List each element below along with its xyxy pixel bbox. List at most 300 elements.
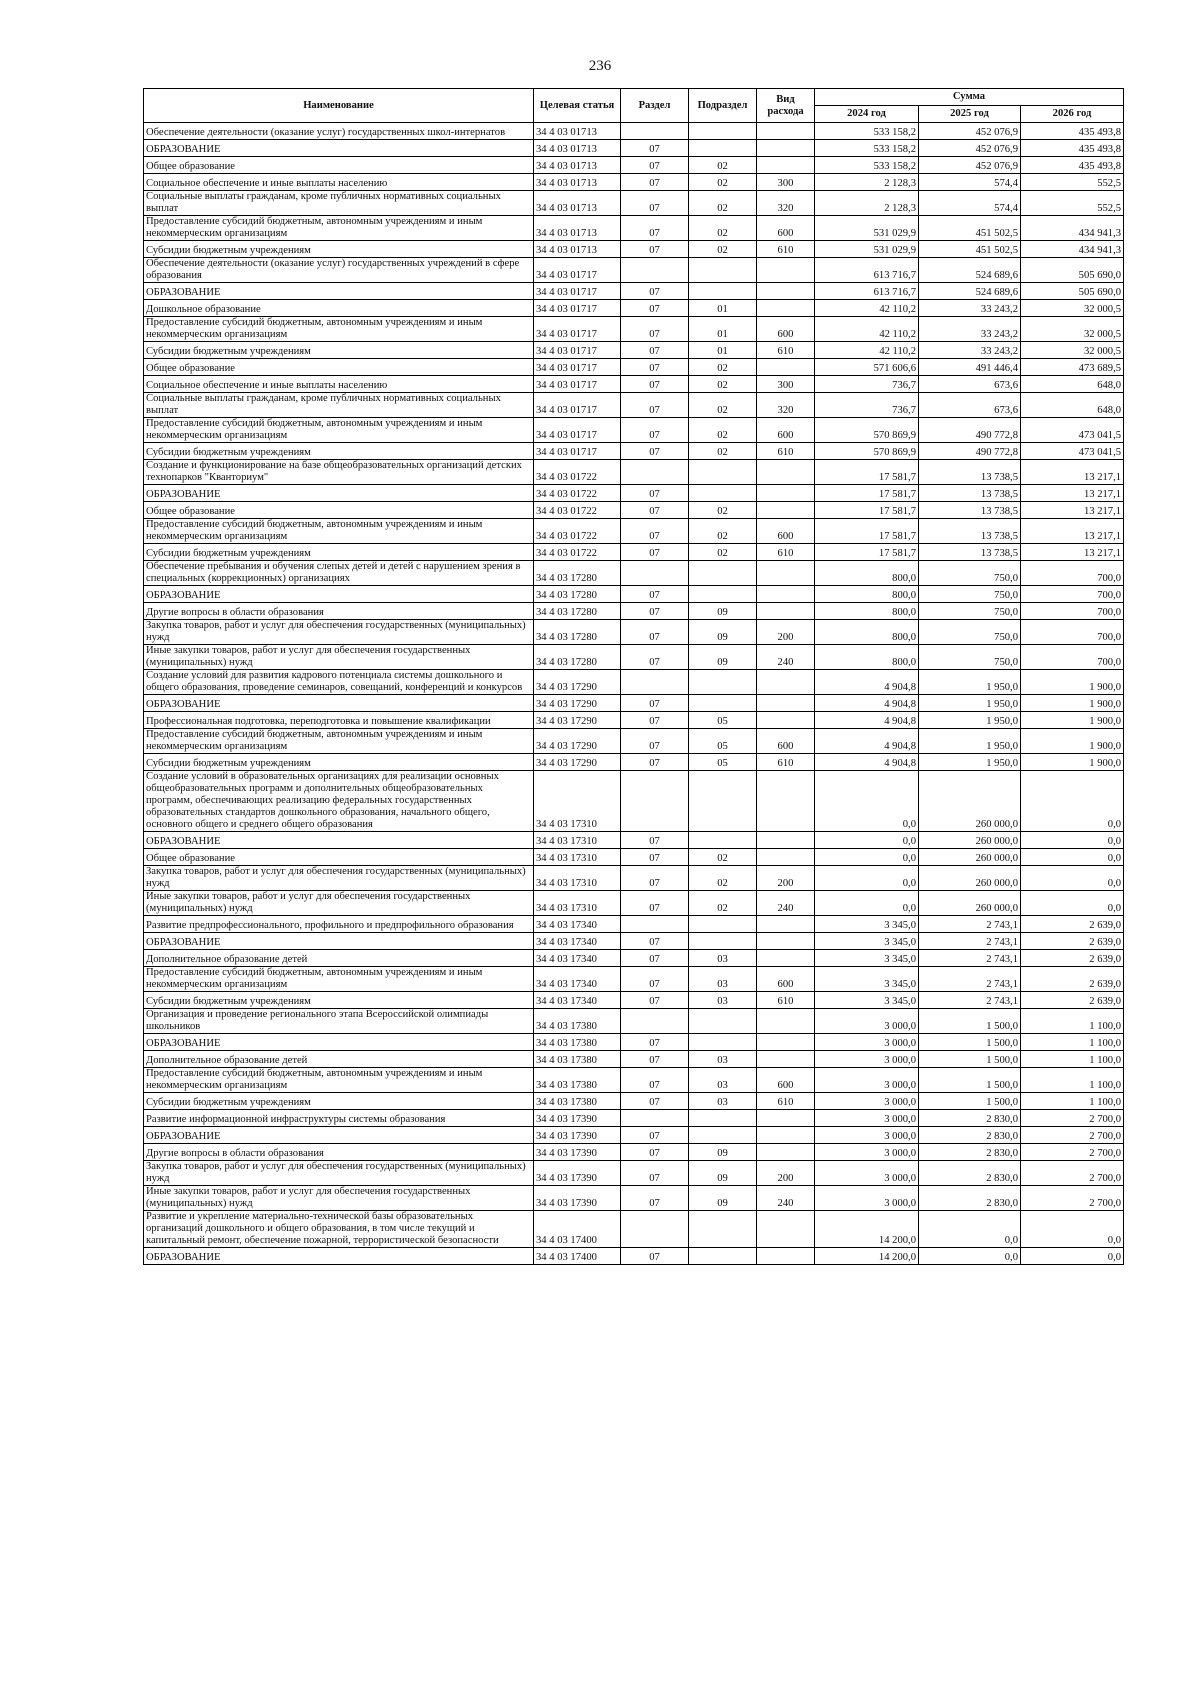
table-row: [144, 950, 1124, 967]
cell-expense-type: 600: [757, 967, 815, 992]
cell-subsection: 02: [689, 174, 757, 191]
cell-target: 34 4 03 17310: [534, 771, 621, 832]
cell-subsection: 09: [689, 1144, 757, 1161]
cell-section: 07: [621, 140, 689, 157]
cell-sum-2025: 574,4: [919, 174, 1021, 191]
cell-subsection: 02: [689, 519, 757, 544]
cell-sum-2026: 473 041,5: [1021, 443, 1124, 460]
cell-section: [621, 771, 689, 832]
cell-subsection: [689, 1110, 757, 1127]
cell-sum-2024: 17 581,7: [815, 519, 919, 544]
cell-sum-2025: 33 243,2: [919, 300, 1021, 317]
cell-name: Предоставление субсидий бюджетным, автономным учреждениям и иным некоммерческим организациям: [144, 967, 534, 992]
cell-sum-2024: 800,0: [815, 620, 919, 645]
cell-sum-2026: 1 900,0: [1021, 712, 1124, 729]
cell-expense-type: [757, 157, 815, 174]
table-row: [144, 1110, 1124, 1127]
cell-expense-type: 610: [757, 1093, 815, 1110]
table-row: [144, 485, 1124, 502]
cell-sum-2025: 673,6: [919, 393, 1021, 418]
cell-name: ОБРАЗОВАНИЕ: [144, 485, 534, 502]
cell-target: 34 4 03 01713: [534, 241, 621, 258]
cell-section: 07: [621, 283, 689, 300]
cell-name: Иные закупки товаров, работ и услуг для обеспечения государственных (муниципальных) нужд: [144, 891, 534, 916]
cell-target: 34 4 03 01717: [534, 258, 621, 283]
cell-name: Обеспечение деятельности (оказание услуг) государственных учреждений в сфере образования: [144, 258, 534, 283]
header-expense-type: Вид расхода: [757, 89, 815, 123]
cell-section: 07: [621, 712, 689, 729]
cell-name: ОБРАЗОВАНИЕ: [144, 586, 534, 603]
header-row-1: [144, 89, 1124, 106]
cell-expense-type: [757, 916, 815, 933]
cell-sum-2024: 736,7: [815, 393, 919, 418]
cell-sum-2026: 2 639,0: [1021, 950, 1124, 967]
table-row: [144, 712, 1124, 729]
cell-sum-2024: 2 128,3: [815, 191, 919, 216]
cell-sum-2025: 451 502,5: [919, 241, 1021, 258]
cell-sum-2024: 0,0: [815, 832, 919, 849]
cell-name: Закупка товаров, работ и услуг для обеспечения государственных (муниципальных) нужд: [144, 1161, 534, 1186]
cell-expense-type: [757, 603, 815, 620]
cell-section: [621, 123, 689, 140]
cell-name: Дошкольное образование: [144, 300, 534, 317]
cell-target: 34 4 03 01722: [534, 519, 621, 544]
cell-sum-2026: 434 941,3: [1021, 216, 1124, 241]
cell-sum-2026: 435 493,8: [1021, 123, 1124, 140]
table-row: [144, 645, 1124, 670]
cell-section: [621, 1211, 689, 1248]
cell-target: 34 4 03 01713: [534, 216, 621, 241]
table-row: [144, 123, 1124, 140]
cell-subsection: 02: [689, 502, 757, 519]
cell-expense-type: 600: [757, 216, 815, 241]
cell-target: 34 4 03 17280: [534, 645, 621, 670]
cell-subsection: 03: [689, 992, 757, 1009]
cell-sum-2026: 1 100,0: [1021, 1009, 1124, 1034]
cell-target: 34 4 03 17340: [534, 967, 621, 992]
cell-sum-2025: 451 502,5: [919, 216, 1021, 241]
table-row: [144, 695, 1124, 712]
cell-expense-type: [757, 359, 815, 376]
cell-expense-type: [757, 1248, 815, 1265]
cell-section: 07: [621, 832, 689, 849]
cell-name: Обеспечение деятельности (оказание услуг) государственных школ-интернатов: [144, 123, 534, 140]
cell-sum-2026: 1 900,0: [1021, 754, 1124, 771]
table-row: [144, 1127, 1124, 1144]
cell-sum-2024: 0,0: [815, 866, 919, 891]
cell-target: 34 4 03 17380: [534, 1068, 621, 1093]
cell-sum-2025: 750,0: [919, 586, 1021, 603]
cell-sum-2024: 2 128,3: [815, 174, 919, 191]
cell-section: 07: [621, 645, 689, 670]
cell-sum-2026: 13 217,1: [1021, 485, 1124, 502]
cell-target: 34 4 03 17310: [534, 891, 621, 916]
cell-name: Субсидии бюджетным учреждениям: [144, 342, 534, 359]
cell-sum-2026: 2 700,0: [1021, 1144, 1124, 1161]
table-row: [144, 1248, 1124, 1265]
cell-target: 34 4 03 01722: [534, 544, 621, 561]
table-row: [144, 916, 1124, 933]
cell-subsection: 03: [689, 1051, 757, 1068]
cell-sum-2026: 700,0: [1021, 620, 1124, 645]
cell-sum-2025: 1 500,0: [919, 1093, 1021, 1110]
header-name: Наименование: [144, 89, 534, 123]
cell-name: ОБРАЗОВАНИЕ: [144, 283, 534, 300]
cell-sum-2026: 1 900,0: [1021, 695, 1124, 712]
cell-expense-type: 240: [757, 1186, 815, 1211]
table-row: [144, 603, 1124, 620]
cell-name: Общее образование: [144, 502, 534, 519]
cell-sum-2025: 260 000,0: [919, 891, 1021, 916]
cell-section: 07: [621, 967, 689, 992]
table-row: [144, 586, 1124, 603]
cell-expense-type: 610: [757, 241, 815, 258]
cell-sum-2024: 3 000,0: [815, 1034, 919, 1051]
cell-subsection: 05: [689, 712, 757, 729]
cell-subsection: 03: [689, 1068, 757, 1093]
cell-sum-2026: 0,0: [1021, 771, 1124, 832]
cell-sum-2025: 260 000,0: [919, 771, 1021, 832]
cell-target: 34 4 03 17290: [534, 670, 621, 695]
cell-expense-type: [757, 670, 815, 695]
cell-expense-type: [757, 258, 815, 283]
cell-sum-2025: 1 950,0: [919, 754, 1021, 771]
cell-sum-2024: 17 581,7: [815, 544, 919, 561]
table-row: [144, 967, 1124, 992]
cell-name: ОБРАЗОВАНИЕ: [144, 695, 534, 712]
cell-expense-type: 200: [757, 866, 815, 891]
cell-sum-2024: 14 200,0: [815, 1248, 919, 1265]
cell-target: 34 4 03 17390: [534, 1127, 621, 1144]
cell-section: 07: [621, 1068, 689, 1093]
cell-sum-2025: 673,6: [919, 376, 1021, 393]
cell-target: 34 4 03 01717: [534, 418, 621, 443]
cell-subsection: [689, 832, 757, 849]
cell-section: 07: [621, 1248, 689, 1265]
cell-expense-type: [757, 1127, 815, 1144]
cell-target: 34 4 03 17290: [534, 729, 621, 754]
table-row: [144, 342, 1124, 359]
cell-target: 34 4 03 17390: [534, 1186, 621, 1211]
cell-sum-2024: 42 110,2: [815, 317, 919, 342]
cell-name: Субсидии бюджетным учреждениям: [144, 992, 534, 1009]
cell-sum-2026: 505 690,0: [1021, 258, 1124, 283]
cell-expense-type: [757, 771, 815, 832]
cell-subsection: 02: [689, 359, 757, 376]
cell-target: 34 4 03 17400: [534, 1248, 621, 1265]
cell-name: Создание и функционирование на базе общеобразовательных организаций детских технопарков "Кванториум": [144, 460, 534, 485]
cell-section: 07: [621, 992, 689, 1009]
cell-sum-2025: 0,0: [919, 1211, 1021, 1248]
cell-sum-2026: 435 493,8: [1021, 157, 1124, 174]
cell-name: Закупка товаров, работ и услуг для обеспечения государственных (муниципальных) нужд: [144, 620, 534, 645]
cell-subsection: 01: [689, 317, 757, 342]
cell-expense-type: 600: [757, 729, 815, 754]
cell-expense-type: [757, 502, 815, 519]
cell-expense-type: [757, 933, 815, 950]
cell-section: [621, 561, 689, 586]
cell-expense-type: [757, 300, 815, 317]
cell-target: 34 4 03 01722: [534, 485, 621, 502]
cell-expense-type: [757, 1144, 815, 1161]
cell-name: Создание условий для развития кадрового потенциала системы дошкольного и общего образования, проведение семинаров, совещаний, конференций и конкурсов: [144, 670, 534, 695]
cell-sum-2026: 700,0: [1021, 603, 1124, 620]
cell-subsection: 02: [689, 216, 757, 241]
cell-sum-2025: 1 950,0: [919, 729, 1021, 754]
cell-subsection: [689, 1127, 757, 1144]
cell-section: 07: [621, 191, 689, 216]
cell-subsection: 03: [689, 967, 757, 992]
cell-expense-type: [757, 1034, 815, 1051]
cell-target: 34 4 03 17280: [534, 603, 621, 620]
cell-sum-2025: 1 950,0: [919, 695, 1021, 712]
cell-name: Социальное обеспечение и иные выплаты населению: [144, 376, 534, 393]
table-row: [144, 866, 1124, 891]
cell-sum-2024: 3 000,0: [815, 1009, 919, 1034]
header-year-2025: 2025 год: [919, 106, 1021, 123]
cell-sum-2026: 2 700,0: [1021, 1110, 1124, 1127]
cell-name: Субсидии бюджетным учреждениям: [144, 1093, 534, 1110]
cell-section: [621, 670, 689, 695]
cell-section: 07: [621, 157, 689, 174]
cell-sum-2024: 0,0: [815, 771, 919, 832]
cell-sum-2024: 3 000,0: [815, 1186, 919, 1211]
cell-sum-2024: 4 904,8: [815, 729, 919, 754]
cell-sum-2025: 2 743,1: [919, 950, 1021, 967]
cell-target: 34 4 03 17310: [534, 849, 621, 866]
cell-target: 34 4 03 01717: [534, 376, 621, 393]
header-section: Раздел: [621, 89, 689, 123]
cell-section: 07: [621, 1186, 689, 1211]
cell-name: Предоставление субсидий бюджетным, автономным учреждениям и иным некоммерческим организациям: [144, 1068, 534, 1093]
cell-sum-2025: 260 000,0: [919, 832, 1021, 849]
cell-sum-2024: 42 110,2: [815, 342, 919, 359]
cell-sum-2025: 13 738,5: [919, 544, 1021, 561]
cell-expense-type: [757, 140, 815, 157]
table-row: [144, 418, 1124, 443]
cell-sum-2024: 17 581,7: [815, 485, 919, 502]
table-row: [144, 502, 1124, 519]
cell-expense-type: 240: [757, 891, 815, 916]
cell-sum-2025: 2 743,1: [919, 992, 1021, 1009]
cell-sum-2024: 531 029,9: [815, 216, 919, 241]
cell-subsection: [689, 460, 757, 485]
table-row: [144, 729, 1124, 754]
cell-sum-2025: 1 500,0: [919, 1051, 1021, 1068]
table-row: [144, 832, 1124, 849]
cell-name: Развитие и укрепление материально-технической базы образовательных организаций дошкольного и общего образования, в том числе текущий и капитальный ремонт, обеспечение пожарной, террористической безопасности: [144, 1211, 534, 1248]
cell-sum-2024: 533 158,2: [815, 123, 919, 140]
cell-sum-2026: 552,5: [1021, 174, 1124, 191]
cell-target: 34 4 03 01713: [534, 157, 621, 174]
cell-expense-type: 300: [757, 174, 815, 191]
cell-sum-2025: 2 743,1: [919, 967, 1021, 992]
header-year-2024: 2024 год: [815, 106, 919, 123]
cell-subsection: 02: [689, 418, 757, 443]
cell-sum-2026: 648,0: [1021, 376, 1124, 393]
cell-section: 07: [621, 620, 689, 645]
cell-target: 34 4 03 01713: [534, 191, 621, 216]
cell-sum-2024: 570 869,9: [815, 443, 919, 460]
cell-sum-2025: 33 243,2: [919, 317, 1021, 342]
cell-expense-type: [757, 832, 815, 849]
cell-sum-2025: 0,0: [919, 1248, 1021, 1265]
cell-sum-2024: 736,7: [815, 376, 919, 393]
cell-expense-type: 600: [757, 1068, 815, 1093]
cell-sum-2025: 452 076,9: [919, 140, 1021, 157]
table-row: [144, 891, 1124, 916]
cell-expense-type: [757, 712, 815, 729]
cell-sum-2024: 0,0: [815, 891, 919, 916]
cell-expense-type: 610: [757, 443, 815, 460]
cell-section: 07: [621, 1051, 689, 1068]
cell-expense-type: [757, 460, 815, 485]
cell-name: Предоставление субсидий бюджетным, автономным учреждениям и иным некоммерческим организациям: [144, 729, 534, 754]
cell-sum-2026: 32 000,5: [1021, 342, 1124, 359]
cell-section: 07: [621, 1093, 689, 1110]
page-number: 236: [588, 58, 612, 74]
cell-sum-2026: 2 639,0: [1021, 916, 1124, 933]
cell-sum-2024: 4 904,8: [815, 712, 919, 729]
table-row: [144, 544, 1124, 561]
cell-subsection: 09: [689, 620, 757, 645]
cell-section: 07: [621, 216, 689, 241]
cell-sum-2025: 13 738,5: [919, 485, 1021, 502]
cell-section: 07: [621, 695, 689, 712]
cell-sum-2024: 3 000,0: [815, 1144, 919, 1161]
cell-subsection: 02: [689, 376, 757, 393]
cell-target: 34 4 03 01717: [534, 359, 621, 376]
cell-sum-2026: 1 900,0: [1021, 670, 1124, 695]
cell-expense-type: 600: [757, 418, 815, 443]
cell-subsection: 05: [689, 729, 757, 754]
cell-sum-2026: 2 700,0: [1021, 1161, 1124, 1186]
cell-sum-2026: 700,0: [1021, 586, 1124, 603]
cell-section: 07: [621, 1161, 689, 1186]
table-row: [144, 258, 1124, 283]
cell-sum-2026: 0,0: [1021, 866, 1124, 891]
cell-target: 34 4 03 01717: [534, 443, 621, 460]
cell-subsection: 09: [689, 1161, 757, 1186]
cell-expense-type: 200: [757, 1161, 815, 1186]
cell-expense-type: 610: [757, 754, 815, 771]
cell-sum-2024: 0,0: [815, 849, 919, 866]
cell-section: 07: [621, 1034, 689, 1051]
cell-expense-type: 610: [757, 342, 815, 359]
cell-target: 34 4 03 17380: [534, 1009, 621, 1034]
cell-target: 34 4 03 17280: [534, 620, 621, 645]
cell-subsection: 02: [689, 157, 757, 174]
cell-sum-2026: 1 100,0: [1021, 1051, 1124, 1068]
cell-expense-type: 320: [757, 393, 815, 418]
cell-expense-type: [757, 849, 815, 866]
table-row: [144, 393, 1124, 418]
cell-target: 34 4 03 01722: [534, 460, 621, 485]
cell-sum-2024: 613 716,7: [815, 258, 919, 283]
cell-expense-type: 300: [757, 376, 815, 393]
cell-expense-type: [757, 1051, 815, 1068]
cell-target: 34 4 03 01717: [534, 300, 621, 317]
cell-subsection: 09: [689, 1186, 757, 1211]
cell-sum-2025: 452 076,9: [919, 157, 1021, 174]
cell-sum-2024: 3 345,0: [815, 950, 919, 967]
cell-name: Общее образование: [144, 157, 534, 174]
cell-expense-type: [757, 485, 815, 502]
table-row: [144, 1161, 1124, 1186]
cell-subsection: [689, 1034, 757, 1051]
cell-sum-2024: 800,0: [815, 586, 919, 603]
cell-target: 34 4 03 17290: [534, 695, 621, 712]
cell-target: 34 4 03 17380: [534, 1034, 621, 1051]
cell-target: 34 4 03 17340: [534, 916, 621, 933]
cell-name: Организация и проведение регионального этапа Всероссийской олимпиады школьников: [144, 1009, 534, 1034]
table-row: [144, 241, 1124, 258]
cell-section: [621, 916, 689, 933]
cell-sum-2025: 2 830,0: [919, 1127, 1021, 1144]
cell-subsection: 02: [689, 849, 757, 866]
cell-name: Предоставление субсидий бюджетным, автономным учреждениям и иным некоммерческим организациям: [144, 317, 534, 342]
cell-sum-2026: 435 493,8: [1021, 140, 1124, 157]
cell-name: Предоставление субсидий бюджетным, автономным учреждениям и иным некоммерческим организациям: [144, 519, 534, 544]
table-row: [144, 519, 1124, 544]
cell-sum-2026: 13 217,1: [1021, 502, 1124, 519]
cell-subsection: [689, 771, 757, 832]
cell-target: 34 4 03 17390: [534, 1144, 621, 1161]
cell-sum-2024: 4 904,8: [815, 754, 919, 771]
cell-section: 07: [621, 519, 689, 544]
cell-sum-2026: 13 217,1: [1021, 544, 1124, 561]
cell-subsection: [689, 258, 757, 283]
cell-name: Общее образование: [144, 359, 534, 376]
cell-subsection: [689, 695, 757, 712]
table-row: [144, 376, 1124, 393]
cell-subsection: 03: [689, 950, 757, 967]
cell-section: 07: [621, 317, 689, 342]
cell-sum-2025: 750,0: [919, 561, 1021, 586]
cell-subsection: 02: [689, 241, 757, 258]
cell-sum-2024: 3 345,0: [815, 967, 919, 992]
cell-section: [621, 258, 689, 283]
cell-expense-type: [757, 1009, 815, 1034]
cell-subsection: [689, 485, 757, 502]
cell-sum-2024: 42 110,2: [815, 300, 919, 317]
cell-sum-2026: 473 689,5: [1021, 359, 1124, 376]
table-row: [144, 771, 1124, 832]
cell-subsection: [689, 1248, 757, 1265]
cell-sum-2024: 3 000,0: [815, 1110, 919, 1127]
cell-target: 34 4 03 01717: [534, 393, 621, 418]
cell-sum-2026: 2 639,0: [1021, 967, 1124, 992]
cell-expense-type: [757, 586, 815, 603]
table-row: [144, 992, 1124, 1009]
cell-sum-2026: 0,0: [1021, 1248, 1124, 1265]
cell-sum-2024: 3 000,0: [815, 1161, 919, 1186]
cell-target: 34 4 03 17380: [534, 1051, 621, 1068]
cell-subsection: 01: [689, 300, 757, 317]
cell-name: Дополнительное образование детей: [144, 1051, 534, 1068]
cell-target: 34 4 03 17310: [534, 832, 621, 849]
cell-section: 07: [621, 729, 689, 754]
cell-name: Социальные выплаты гражданам, кроме публичных нормативных социальных выплат: [144, 393, 534, 418]
cell-sum-2025: 13 738,5: [919, 502, 1021, 519]
cell-target: 34 4 03 17340: [534, 933, 621, 950]
cell-name: Социальное обеспечение и иные выплаты населению: [144, 174, 534, 191]
cell-name: Обеспечение пребывания и обучения слепых детей и детей с нарушением зрения в специальных (коррекционных) организациях: [144, 561, 534, 586]
header-target: Целевая статья: [534, 89, 621, 123]
cell-name: Другие вопросы в области образования: [144, 1144, 534, 1161]
cell-sum-2025: 2 830,0: [919, 1186, 1021, 1211]
cell-name: Социальные выплаты гражданам, кроме публичных нормативных социальных выплат: [144, 191, 534, 216]
